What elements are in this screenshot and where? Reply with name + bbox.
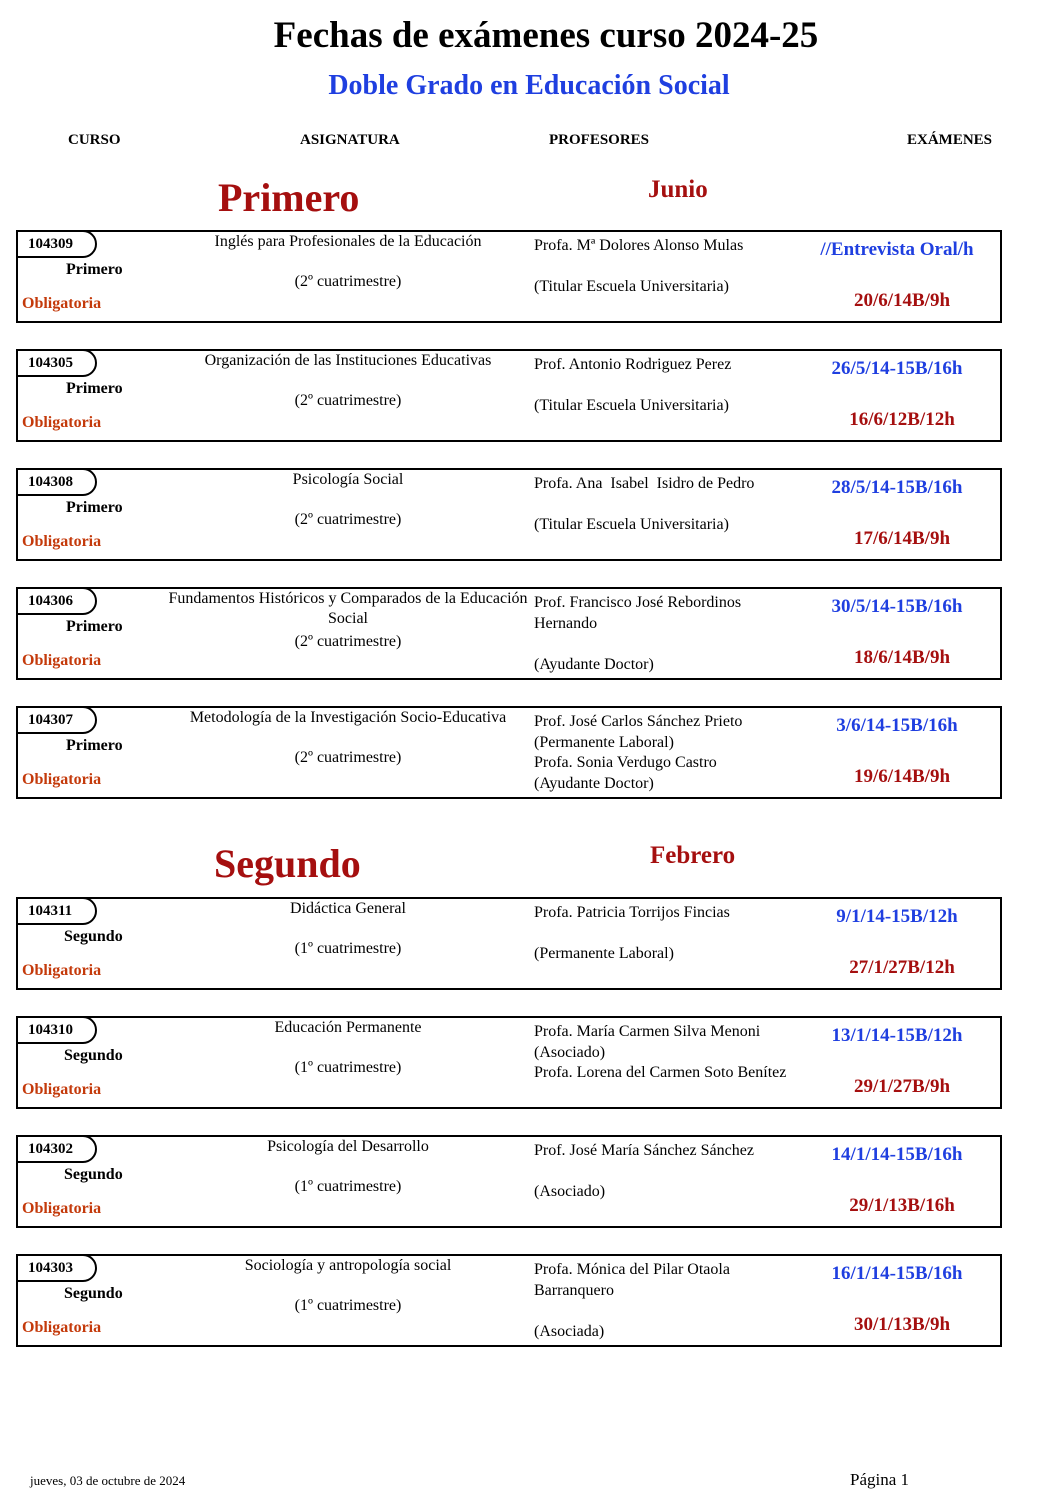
professor-line: Profa. Patricia Torrijos Fincias xyxy=(534,904,730,921)
section-heading: Primero xyxy=(218,175,360,220)
page-subtitle: Doble Grado en Educación Social xyxy=(328,70,730,101)
course-level: Primero xyxy=(66,380,123,397)
professor-line: Prof. José María Sánchez Sánchez xyxy=(534,1142,754,1159)
exam-record xyxy=(16,468,1002,561)
exam-date-2: 16/6/12B/12h xyxy=(849,409,955,430)
exam-date-1: 3/6/14-15B/16h xyxy=(836,715,958,736)
section-month: Junio xyxy=(648,176,708,203)
exam-date-2: 17/6/14B/9h xyxy=(853,528,951,549)
professor-line xyxy=(534,257,824,278)
exam-record xyxy=(16,587,1002,680)
exam-date-1: 30/5/14-15B/16h xyxy=(831,596,963,617)
subject-name: Psicología del Desarrollo xyxy=(267,1138,429,1155)
professor-line: Profa. Mónica del Pilar Otaola xyxy=(534,1261,730,1278)
professor-line: (Ayudante Doctor) xyxy=(534,655,654,673)
course-level: Segundo xyxy=(64,1166,123,1183)
subject-name: Educación Permanente xyxy=(274,1019,422,1036)
professor-line: (Asociado) xyxy=(534,1043,606,1061)
exam-date-1: 14/1/14-15B/16h xyxy=(831,1144,963,1165)
course-level: Primero xyxy=(66,737,123,754)
course-type: Obligatoria xyxy=(22,1319,102,1336)
subject-name: Fundamentos Históricos y Comparados de la Educación Social xyxy=(168,590,528,627)
professor-line: Prof. Antonio Rodriguez Perez xyxy=(534,356,732,373)
subject-name: Didáctica General xyxy=(290,900,406,917)
professors xyxy=(534,236,824,298)
column-header-asignatura: ASIGNATURA xyxy=(300,132,400,148)
exam-record xyxy=(16,230,1002,323)
exam-date-2: 27/1/27B/12h xyxy=(849,957,955,978)
page-number: Página 1 xyxy=(850,1470,910,1489)
professor-line xyxy=(534,1301,824,1322)
course-type: Obligatoria xyxy=(22,533,102,550)
course-code: 104310 xyxy=(16,1016,97,1044)
course-code: 104311 xyxy=(16,897,97,925)
course-level: Primero xyxy=(66,499,123,516)
subject-name: Psicología Social xyxy=(292,471,404,488)
course-code: 104303 xyxy=(16,1254,97,1282)
professor-line: (Permanente Laboral) xyxy=(534,945,674,962)
semester: (2º cuatrimestre) xyxy=(294,633,402,650)
course-type: Obligatoria xyxy=(22,1081,102,1098)
professor-line: (Titular Escuela Universitaria) xyxy=(534,516,729,533)
semester: (1º cuatrimestre) xyxy=(294,1178,402,1195)
professor-line: (Ayudante Doctor) xyxy=(534,774,654,792)
professor-line xyxy=(534,495,824,516)
course-code: 104305 xyxy=(16,349,97,377)
exam-date-1: 13/1/14-15B/12h xyxy=(831,1025,963,1046)
professor-line: Hernando xyxy=(534,614,598,632)
subject-name: Organización de las Instituciones Educativas xyxy=(204,352,492,369)
professor-line: (Titular Escuela Universitaria) xyxy=(534,278,729,295)
exam-date-2: 29/1/13B/16h xyxy=(849,1195,955,1216)
professors xyxy=(534,474,824,536)
exam-date-1: 26/5/14-15B/16h xyxy=(831,358,963,379)
exam-date-1: 16/1/14-15B/16h xyxy=(831,1263,963,1284)
exam-date-2: 30/1/13B/9h xyxy=(853,1314,951,1335)
subject-name: Sociología y antropología social xyxy=(244,1257,452,1274)
page-title: Fechas de exámenes curso 2024-25 xyxy=(273,15,819,56)
professors xyxy=(534,355,824,417)
exam-date-1: //Entrevista Oral/h xyxy=(820,239,974,260)
professor-line: Prof. José Carlos Sánchez Prieto xyxy=(534,713,743,730)
professor-line: (Asociado) xyxy=(534,1183,606,1200)
semester: (1º cuatrimestre) xyxy=(294,1297,402,1314)
course-level: Segundo xyxy=(64,1285,123,1302)
course-code: 104309 xyxy=(16,230,97,258)
semester: (1º cuatrimestre) xyxy=(294,1059,402,1076)
course-code: 104306 xyxy=(16,587,97,615)
semester: (2º cuatrimestre) xyxy=(294,273,402,290)
column-header-examenes: EXÁMENES xyxy=(907,132,993,148)
professors xyxy=(534,1022,824,1084)
course-level: Segundo xyxy=(64,1047,123,1064)
semester: (2º cuatrimestre) xyxy=(294,511,402,528)
professors xyxy=(534,1260,824,1342)
professor-line xyxy=(534,634,824,655)
professor-line: (Titular Escuela Universitaria) xyxy=(534,397,729,414)
course-level: Primero xyxy=(66,618,123,635)
professor-line: Profa. María Carmen Silva Menoni xyxy=(534,1023,761,1040)
professor-line: (Asociada) xyxy=(534,1322,605,1340)
professors xyxy=(534,712,824,794)
course-type: Obligatoria xyxy=(22,771,102,788)
course-level: Primero xyxy=(66,261,123,278)
professor-line: (Permanente Laboral) xyxy=(534,733,674,751)
professor-line: Profa. Lorena del Carmen Soto Benítez xyxy=(534,1064,787,1081)
column-header-curso: CURSO xyxy=(68,132,121,148)
subject-name: Inglés para Profesionales de la Educación xyxy=(214,233,482,250)
course-type: Obligatoria xyxy=(22,962,102,979)
exam-date-2: 18/6/14B/9h xyxy=(853,647,951,668)
professor-line: Profa. Mª Dolores Alonso Mulas xyxy=(534,237,744,254)
section-month: Febrero xyxy=(650,842,736,869)
professor-line xyxy=(534,376,824,397)
exam-date-1: 28/5/14-15B/16h xyxy=(831,477,963,498)
exam-record xyxy=(16,897,1002,990)
professor-line xyxy=(534,924,824,945)
professors xyxy=(534,593,824,675)
professors xyxy=(534,903,824,965)
professor-line: Profa. Ana Isabel Isidro de Pedro xyxy=(534,475,755,492)
professor-line: Prof. Francisco José Rebordinos xyxy=(534,594,742,611)
professor-line: Profa. Sonia Verdugo Castro xyxy=(534,754,717,771)
course-code: 104307 xyxy=(16,706,97,734)
exam-date-2: 29/1/27B/9h xyxy=(853,1076,951,1097)
course-level: Segundo xyxy=(64,928,123,945)
course-type: Obligatoria xyxy=(22,295,102,312)
section-heading: Segundo xyxy=(214,841,361,886)
course-code: 104302 xyxy=(16,1135,97,1163)
course-type: Obligatoria xyxy=(22,652,102,669)
semester: (1º cuatrimestre) xyxy=(294,940,402,957)
column-header-profesores: PROFESORES xyxy=(549,132,650,148)
exam-record xyxy=(16,1135,1002,1228)
exam-date-2: 19/6/14B/9h xyxy=(853,766,951,787)
professor-line xyxy=(534,1162,824,1183)
semester: (2º cuatrimestre) xyxy=(294,749,402,766)
course-code: 104308 xyxy=(16,468,97,496)
exam-record xyxy=(16,706,1002,799)
professors xyxy=(534,1141,824,1203)
exam-date-2: 20/6/14B/9h xyxy=(853,290,951,311)
course-type: Obligatoria xyxy=(22,1200,102,1217)
semester: (2º cuatrimestre) xyxy=(294,392,402,409)
footer-date: jueves, 03 de octubre de 2024 xyxy=(30,1473,186,1488)
exam-date-1: 9/1/14-15B/12h xyxy=(836,906,958,927)
course-type: Obligatoria xyxy=(22,414,102,431)
exam-record xyxy=(16,349,1002,442)
exam-record xyxy=(16,1016,1002,1109)
exam-record xyxy=(16,1254,1002,1347)
professor-line: Barranquero xyxy=(534,1281,614,1299)
subject-name: Metodología de la Investigación Socio-Educativa xyxy=(189,709,507,726)
